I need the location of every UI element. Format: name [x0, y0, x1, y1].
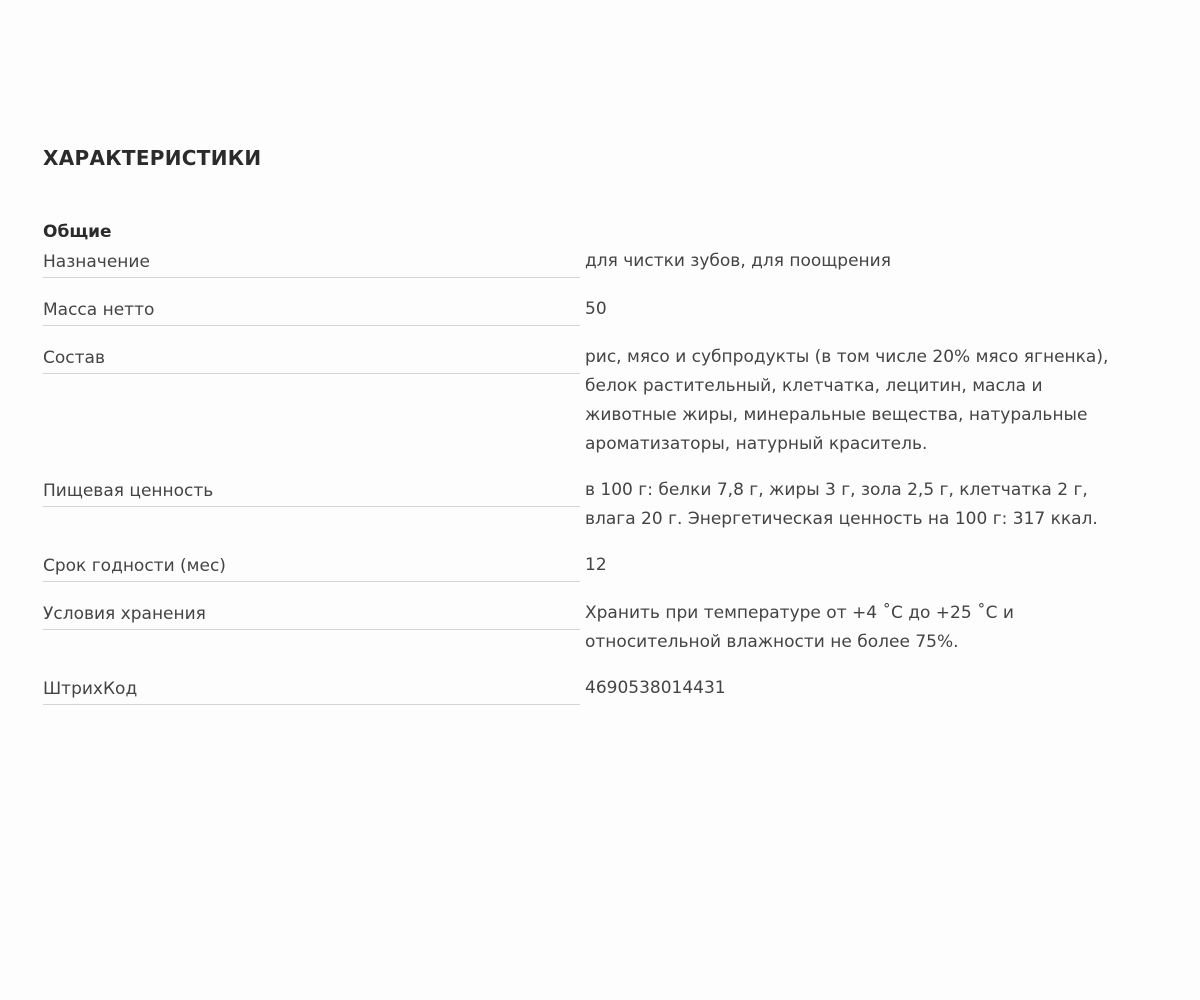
spec-value: 4690538014431	[585, 678, 726, 698]
spec-key: Масса нетто	[43, 294, 580, 326]
spec-row-storage	[43, 598, 1143, 657]
spec-row-net-weight	[43, 294, 1143, 326]
spec-row-barcode	[43, 673, 1143, 705]
spec-value: рис, мясо и субпродукты (в том числе 20% мясо ягненка), белок растительный, клетчатка, лецитин, масла и животные жиры, минеральные вещества, натуральные ароматизаторы, натурный краситель.	[585, 347, 1109, 454]
spec-key: ШтрихКод	[43, 673, 580, 705]
spec-row-nutrition	[43, 475, 1143, 534]
spec-value: 50	[585, 299, 607, 319]
spec-key: Условия хранения	[43, 598, 580, 630]
spec-row-shelf-life	[43, 550, 1143, 582]
spec-key: Состав	[43, 342, 580, 374]
spec-value: Хранить при температуре от +4 ˚С до +25 ˚С и относительной влажности не более 75%.	[585, 603, 1014, 652]
spec-list	[43, 246, 1143, 705]
spec-row-purpose	[43, 246, 1143, 278]
spec-key: Срок годности (мес)	[43, 550, 580, 582]
spec-row-composition	[43, 342, 1143, 459]
characteristics-panel	[43, 143, 1143, 705]
spec-value: для чистки зубов, для поощрения	[585, 251, 891, 271]
spec-key: Назначение	[43, 246, 580, 278]
section-title: ХАРАКТЕРИСТИКИ	[43, 146, 262, 170]
spec-value: 12	[585, 555, 607, 575]
group-title: Общие	[43, 222, 112, 242]
spec-value: в 100 г: белки 7,8 г, жиры 3 г, зола 2,5 г, клетчатка 2 г, влага 20 г. Энергетическая ценность на 100 г: 317 ккал.	[585, 480, 1098, 529]
spec-key: Пищевая ценность	[43, 475, 580, 507]
